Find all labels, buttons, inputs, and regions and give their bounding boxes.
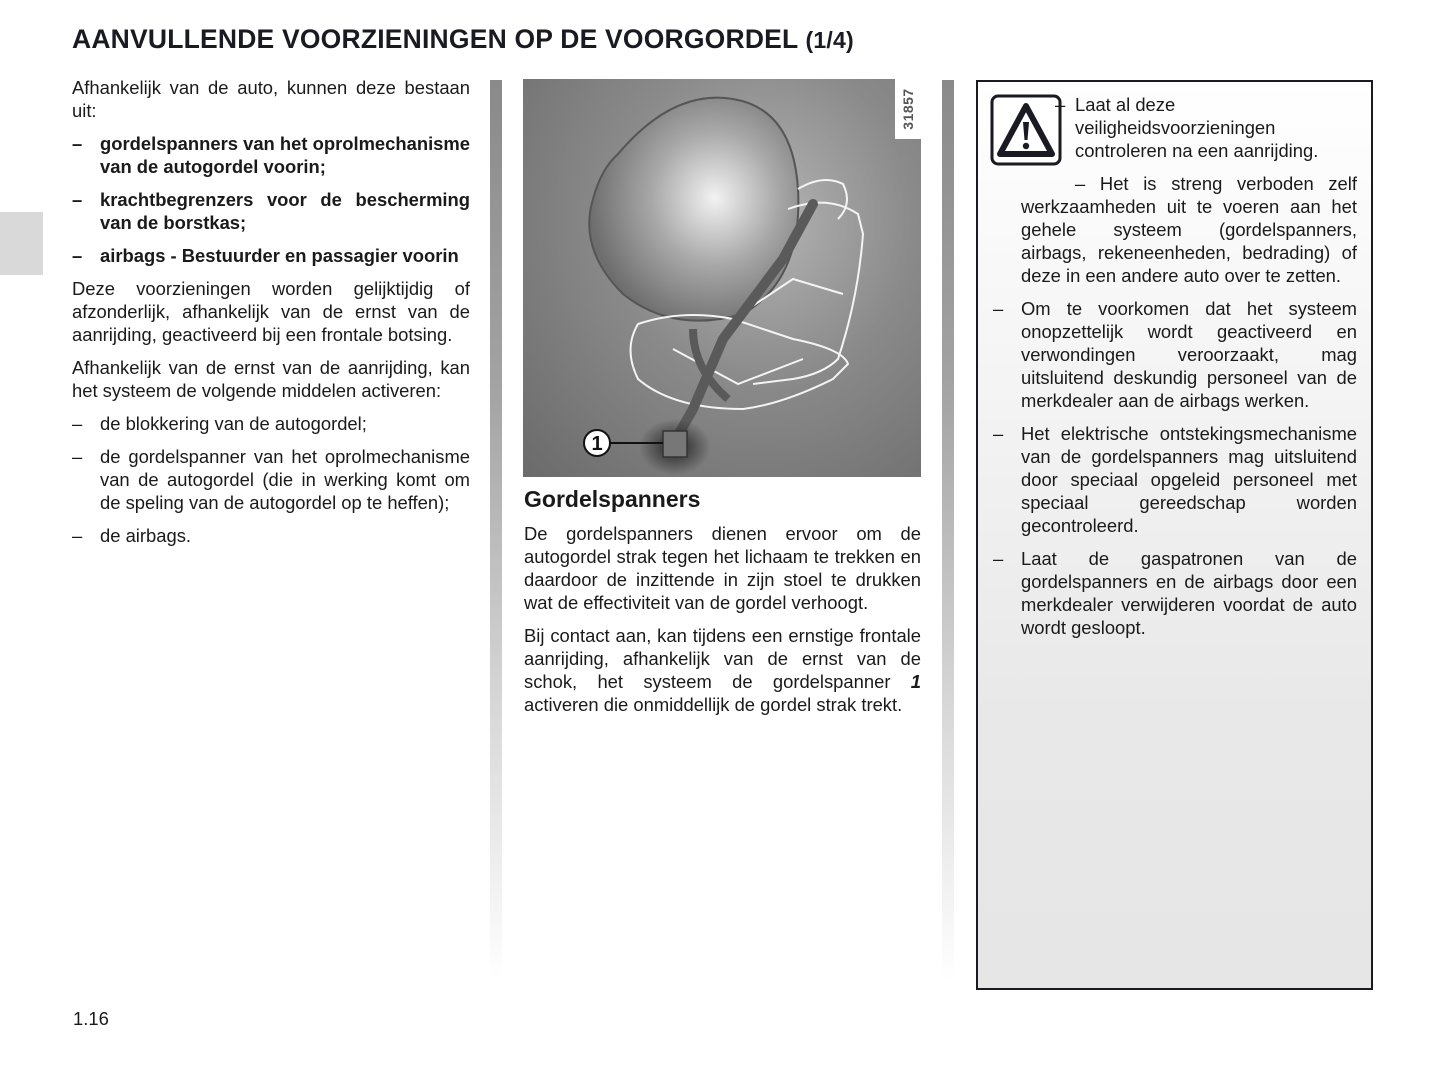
warning-item: – Het elektrische ontstekingsmechanisme van de gordelspanners mag uitsluitend door speciaal opgeleid personeel met speciaal gereedschap worden gecontroleerd. (993, 422, 1357, 537)
left-column (72, 76, 470, 557)
devices-list (72, 132, 470, 267)
list-item: – de airbags. (72, 524, 470, 547)
page-title-suffix: (1/4) (805, 27, 854, 53)
seat-airbag-icon (523, 79, 921, 477)
means-list (72, 412, 470, 547)
column-separator (490, 80, 502, 980)
paragraph-means-intro: Afhankelijk van de ernst van de aanrijding, kan het systeem de volgende middelen activeren: (72, 357, 470, 401)
paragraph-purpose: De gordelspanners dienen ervoor om de autogordel strak tegen het lichaam te trekken en daardoor de inzittende in zijn stoel te drukken wat de effectiviteit van de gordel verhoogt. (524, 523, 921, 613)
list-item: – gordelspanners van het oprolmechanisme van de autogordel voorin; (72, 132, 470, 178)
paragraph-activation: Deze voorzieningen worden gelijktijdig of afzonderlijk, afhankelijk van de ernst van de aanrijding, geactiveerd bij een frontale botsing. (72, 278, 470, 345)
callout-number: 1 (591, 433, 603, 455)
list-item: – airbags - Bestuurder en passagier voorin (72, 244, 470, 267)
chapter-tab (0, 212, 43, 275)
paragraph-text: activeren die onmiddellijk de gordel strak trekt. (524, 694, 903, 715)
figure-code: 31857 (900, 88, 916, 130)
warning-item (1021, 93, 1357, 162)
warning-box (976, 80, 1373, 990)
paragraph-activation (524, 624, 921, 716)
warning-text (1021, 93, 1357, 649)
page-title (72, 24, 854, 55)
column-separator (942, 80, 954, 980)
warning-item: – Laat de gaspatronen van de gordelspanners en de airbags door een merkdealer verwijderen voordat de auto wordt gesloopt. (993, 547, 1357, 639)
middle-column (524, 484, 921, 726)
paragraph-text: Bij contact aan, kan tijdens een ernstige frontale aanrijding, afhankelijk van de ernst van de schok, het systeem de gordelspanner (524, 625, 921, 692)
reference-number: 1 (910, 671, 921, 692)
dash: – (1055, 94, 1066, 115)
list-item: – krachtbegrenzers voor de bescherming van de borstkas; (72, 188, 470, 234)
seat-airbag-illustration (523, 79, 921, 477)
page-number: 1.16 (73, 1008, 109, 1029)
page-title-text: AANVULLENDE VOORZIENINGEN OP DE VOORGORDEL (72, 24, 798, 54)
list-item: – de blokkering van de autogordel; (72, 412, 470, 435)
figure-code-label (895, 79, 921, 139)
warning-item: – Om te voorkomen dat het systeem onopzettelijk wordt geactiveerd en verwondingen veroorzaakt, mag uitsluitend deskundig personeel van de merkdealer aan de airbags werken. (993, 297, 1357, 412)
warning-item: – Het is streng verboden zelf werkzaamheden uit te voeren aan het gehele systeem (gordelspanners, airbags, rekeneenheden, bedrading) of deze in een andere auto over te zetten. (1021, 173, 1357, 286)
warning-item-text: Laat al deze veiligheidsvoorzieningen controleren na een aanrijding. (1075, 94, 1319, 161)
warning-list (993, 297, 1357, 639)
section-heading: Gordelspanners (524, 486, 701, 512)
intro-text: Afhankelijk van de auto, kunnen deze bestaan uit: (72, 77, 470, 121)
list-item: – de gordelspanner van het oprolmechanisme van de autogordel (die in werking komt om de speling van de autogordel op te heffen); (72, 445, 470, 514)
